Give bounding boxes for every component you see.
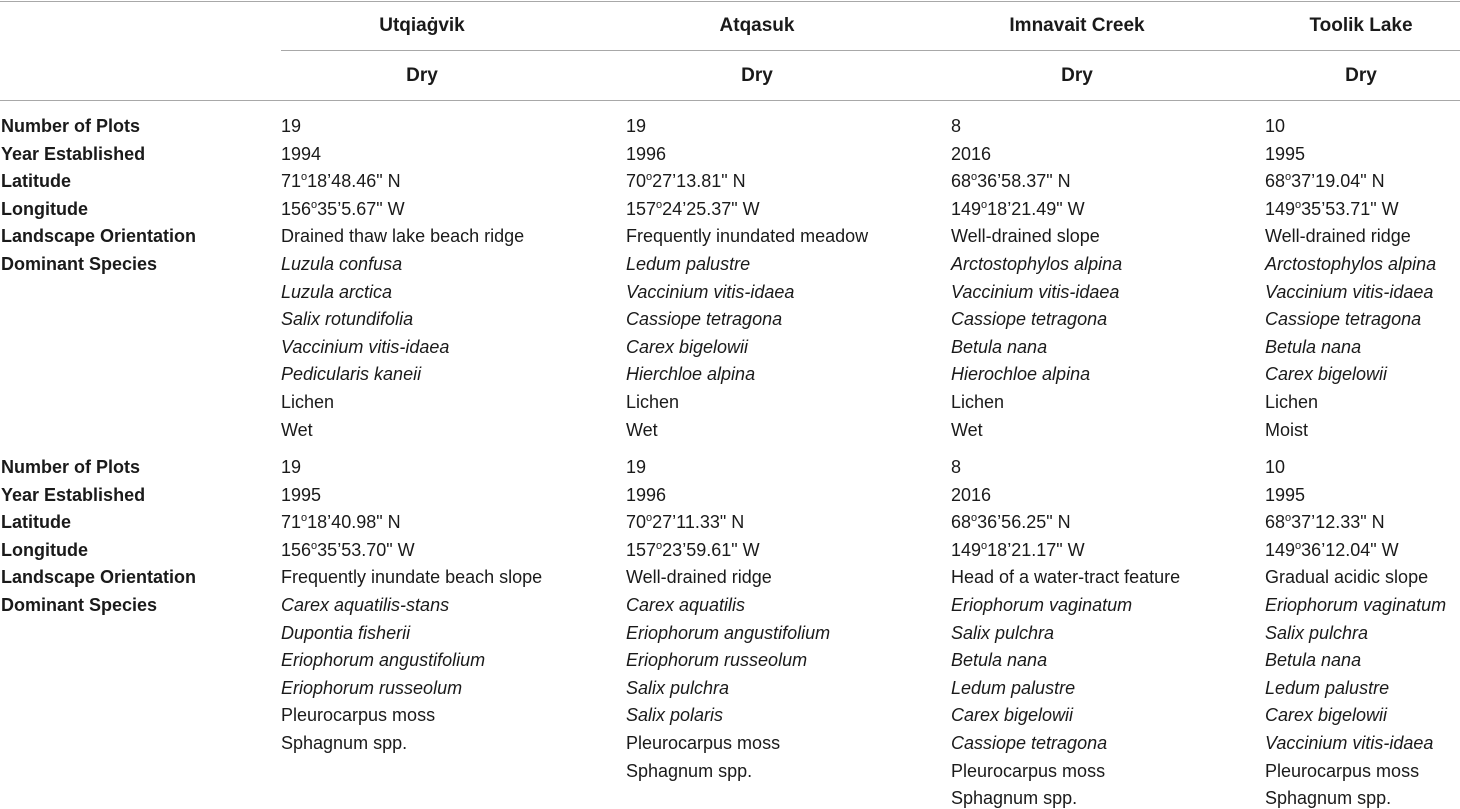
degree-symbol: o (656, 198, 663, 211)
cell-longitude: 156$^o$35’5.67" W (281, 198, 405, 219)
cell-longitude: 149$^o$35’53.71" W (1265, 198, 1399, 219)
site-header-imnavait-creek: Imnavait Creek (1009, 15, 1145, 36)
cell-year-established: 1996 (626, 484, 667, 505)
cell-species: Hierochloe alpina (951, 364, 1091, 385)
cell-species: Pedicularis kaneii (281, 364, 422, 385)
cell-species: Salix rotundifolia (281, 309, 414, 330)
cell-species: Eriophorum angustifolium (281, 650, 486, 671)
cell-longitude: 149$^o$18’21.49" W (951, 198, 1085, 219)
row-label-year-established: Year Established (1, 143, 146, 164)
condition-header-toolik-lake: Dry (1345, 65, 1377, 86)
row-label-dominant-species: Dominant Species (1, 254, 158, 274)
cell-plots: 19 (626, 116, 647, 136)
cell-species: Betula nana (951, 336, 1048, 357)
cell-species: Pleurocarpus moss (951, 760, 1106, 781)
cell-plots: 19 (626, 457, 647, 477)
cell-plots: 19 (281, 457, 302, 477)
cell-species: Moist (1265, 419, 1309, 440)
cell-species: Lichen (626, 392, 680, 412)
cell-latitude: 68$^o$36’56.25" N (951, 512, 1071, 533)
cell-species: Vaccinium vitis-idaea (1265, 733, 1434, 753)
degree-symbol: o (301, 171, 308, 184)
cell-species: Sphagnum spp. (1265, 788, 1392, 809)
row-label-longitude: Longitude (1, 198, 88, 219)
cell-landscape-orientation: Well-drained ridge (626, 567, 772, 588)
cell-species: Wet (626, 419, 658, 440)
cell-species: Betula nana (1265, 336, 1362, 357)
cell-year-established: 2016 (951, 143, 992, 164)
degree-symbol: o (646, 512, 653, 525)
cell-plots: 10 (1265, 116, 1286, 136)
cell-longitude: 149$^o$18’21.17" W (951, 539, 1085, 560)
cell-species: Ledum palustre (626, 254, 751, 274)
cell-species: Cassiope tetragona (626, 309, 783, 330)
cell-species: Vaccinium vitis-idaea (951, 281, 1120, 302)
row-label-latitude: Latitude (1, 512, 71, 533)
degree-symbol: o (971, 512, 978, 525)
row-label-landscape-orientation: Landscape Orientation (1, 226, 197, 247)
cell-plots: 8 (951, 457, 962, 477)
cell-landscape-orientation: Frequently inundate beach slope (281, 567, 543, 588)
degree-symbol: o (981, 198, 988, 211)
degree-symbol: o (311, 539, 318, 552)
cell-species: Salix polaris (626, 705, 724, 726)
cell-latitude: 71$^o$18’48.46" N (281, 171, 401, 192)
cell-species: Cassiope tetragona (951, 309, 1108, 330)
cell-species: Cassiope tetragona (951, 733, 1108, 753)
cell-species: Lichen (281, 392, 335, 412)
cell-year-established: 2016 (951, 484, 992, 505)
cell-species: Betula nana (951, 650, 1048, 671)
cell-latitude: 70$^o$27’13.81" N (626, 171, 746, 192)
cell-year-established: 1996 (626, 143, 667, 164)
cell-landscape-orientation: Well-drained ridge (1265, 226, 1411, 247)
degree-symbol: o (646, 171, 653, 184)
degree-symbol: o (981, 539, 988, 552)
cell-year-established: 1995 (1265, 484, 1306, 505)
cell-species: Cassiope tetragona (1265, 309, 1422, 330)
cell-species: Lichen (1265, 392, 1319, 412)
cell-species: Carex bigelowii (1265, 364, 1388, 385)
site-header-atqasuk: Atqasuk (719, 15, 795, 36)
cell-species: Luzula arctica (281, 281, 393, 302)
cell-landscape-orientation: Frequently inundated meadow (626, 226, 869, 247)
cell-plots: 19 (281, 116, 302, 136)
cell-species: Salix pulchra (626, 677, 730, 698)
cell-species: Carex bigelowii (626, 336, 749, 357)
cell-species: Eriophorum vaginatum (951, 595, 1133, 615)
condition-header-utqiagvik: Dry (406, 65, 438, 86)
cell-species: Carex bigelowii (951, 705, 1074, 726)
cell-species: Eriophorum vaginatum (1265, 595, 1447, 615)
cell-species: Eriophorum angustifolium (626, 622, 831, 643)
row-label-year-established: Year Established (1, 484, 146, 505)
cell-plots: 10 (1265, 457, 1286, 477)
cell-species: Wet (951, 419, 983, 440)
cell-species: Sphagnum spp. (626, 760, 753, 781)
cell-landscape-orientation: Well-drained slope (951, 226, 1100, 247)
degree-symbol: o (656, 539, 663, 552)
cell-species: Carex bigelowii (1265, 705, 1388, 726)
row-label-plots: Number of Plots (1, 116, 141, 136)
degree-symbol: o (311, 198, 318, 211)
cell-longitude: 157$^o$24’25.37" W (626, 198, 760, 219)
cell-year-established: 1995 (1265, 143, 1306, 164)
degree-symbol: o (1295, 539, 1302, 552)
cell-species: Vaccinium vitis-idaea (281, 336, 450, 357)
cell-landscape-orientation: Drained thaw lake beach ridge (281, 226, 525, 247)
cell-species: Vaccinium vitis-idaea (1265, 281, 1434, 302)
cell-species: Pleurocarpus moss (281, 705, 436, 726)
cell-species: Dupontia fisherii (281, 622, 411, 643)
cell-species: Luzula confusa (281, 254, 403, 274)
row-label-latitude: Latitude (1, 171, 71, 192)
cell-longitude: 149$^o$36’12.04" W (1265, 539, 1399, 560)
cell-species: Arctostophylos alpina (1265, 254, 1437, 274)
cell-longitude: 157$^o$23’59.61" W (626, 539, 760, 560)
condition-header-atqasuk: Dry (741, 65, 773, 86)
row-label-dominant-species: Dominant Species (1, 595, 158, 615)
row-label-landscape-orientation: Landscape Orientation (1, 567, 197, 588)
cell-longitude: 156$^o$35’53.70" W (281, 539, 415, 560)
cell-species: Sphagnum spp. (281, 733, 408, 753)
degree-symbol: o (1285, 171, 1292, 184)
row-label-plots: Number of Plots (1, 457, 141, 477)
cell-species: Salix pulchra (951, 622, 1055, 643)
cell-species: Hierchloe alpina (626, 364, 756, 385)
cell-species: Vaccinium vitis-idaea (626, 281, 795, 302)
cell-landscape-orientation: Head of a water-tract feature (951, 567, 1181, 588)
cell-species: Carex aquatilis (626, 595, 746, 615)
cell-latitude: 68$^o$37’12.33" N (1265, 512, 1385, 533)
degree-symbol: o (971, 171, 978, 184)
cell-species: Ledum palustre (1265, 677, 1390, 698)
cell-species: Sphagnum spp. (951, 788, 1078, 809)
cell-latitude: 71$^o$18’40.98" N (281, 512, 401, 533)
site-header-utqiagvik: Utqiaġvik (379, 15, 465, 36)
cell-species: Eriophorum russeolum (626, 650, 808, 671)
cell-latitude: 68$^o$37’19.04" N (1265, 171, 1385, 192)
cell-species: Wet (281, 419, 313, 440)
header-mid-rule (281, 50, 1460, 51)
site-header-toolik-lake: Toolik Lake (1309, 15, 1413, 36)
cell-species: Betula nana (1265, 650, 1362, 671)
cell-latitude: 68$^o$36’58.37" N (951, 171, 1071, 192)
degree-symbol: o (1285, 512, 1292, 525)
cell-year-established: 1994 (281, 143, 322, 164)
table-top-rule (0, 1, 1460, 2)
row-label-longitude: Longitude (1, 539, 88, 560)
cell-plots: 8 (951, 116, 962, 136)
cell-species: Carex aquatilis-stans (281, 595, 450, 615)
cell-species: Ledum palustre (951, 677, 1076, 698)
degree-symbol: o (1295, 198, 1302, 211)
cell-species: Eriophorum russeolum (281, 677, 463, 698)
header-bottom-rule (0, 100, 1460, 101)
cell-species: Arctostophylos alpina (951, 254, 1123, 274)
cell-year-established: 1995 (281, 484, 322, 505)
cell-species: Lichen (951, 392, 1005, 412)
degree-symbol: o (301, 512, 308, 525)
cell-species: Salix pulchra (1265, 622, 1369, 643)
cell-latitude: 70$^o$27’11.33" N (626, 512, 745, 533)
cell-species: Pleurocarpus moss (626, 733, 781, 753)
cell-species: Pleurocarpus moss (1265, 760, 1420, 781)
cell-landscape-orientation: Gradual acidic slope (1265, 567, 1429, 588)
condition-header-imnavait-creek: Dry (1061, 65, 1093, 86)
